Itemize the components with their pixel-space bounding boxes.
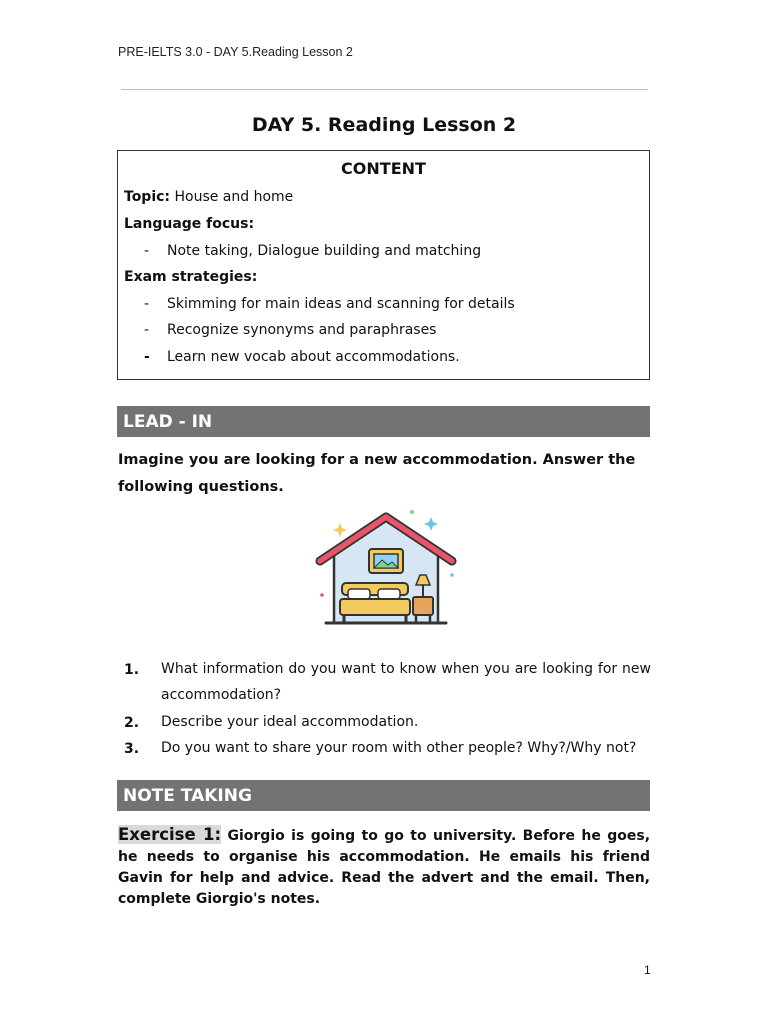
question-text: Do you want to share your room with other people? Why?/Why not? <box>161 740 637 756</box>
question-text: Describe your ideal accommodation. <box>161 714 419 730</box>
header-divider <box>121 89 648 90</box>
bed-frame <box>340 599 410 615</box>
bullet-dash: - <box>144 349 150 365</box>
exam-strategies-label: Exam strategies: <box>124 269 258 285</box>
nightstand <box>413 597 433 615</box>
exam-strategy-item: Skimming for main ideas and scanning for details <box>167 296 515 312</box>
exam-strategy-item: Learn new vocab about accommodations. <box>167 349 460 365</box>
exam-strategy-item: Recognize synonyms and paraphrases <box>167 322 437 338</box>
sparkle-icon <box>424 517 438 531</box>
content-heading: CONTENT <box>341 159 426 178</box>
question-number: 3. <box>124 741 140 757</box>
question-number: 1. <box>124 662 140 678</box>
content-box <box>117 150 650 380</box>
language-focus-label: Language focus: <box>124 216 255 232</box>
sparkle-dot <box>450 573 454 577</box>
lead-in-intro: Imagine you are looking for a new accommodation. Answer the following questions. <box>118 452 636 495</box>
sparkle-dot <box>410 510 414 514</box>
exercise-label: Exercise 1: <box>118 825 222 844</box>
question-number: 2. <box>124 715 140 731</box>
page-number: 1 <box>644 963 651 977</box>
exercise-text: Giorgio is going to go to university. Before he goes, he needs to organise his accommodation. He emails his friend Gavin for help and advice. Read the advert and the email. Then, complete Giorgio's notes. <box>118 828 651 907</box>
bullet-dash: - <box>144 322 150 338</box>
question-text: What information do you want to know when you are looking for new accommodation? <box>161 661 651 703</box>
topic-value: House and home <box>174 189 294 205</box>
topic-line <box>124 189 293 205</box>
sparkle-icon <box>333 523 347 537</box>
exercise-1 <box>118 824 650 910</box>
bullet-dash: - <box>144 296 150 312</box>
topic-label: Topic: <box>124 189 171 205</box>
bullet-dash: - <box>144 243 150 259</box>
note-taking-heading: NOTE TAKING <box>117 780 650 811</box>
sparkle-dot <box>320 593 324 597</box>
page-header: PRE-IELTS 3.0 - DAY 5.Reading Lesson 2 <box>118 45 353 59</box>
house-bedroom-icon <box>312 505 462 633</box>
page-title: DAY 5. Reading Lesson 2 <box>251 114 517 136</box>
language-focus-item: Note taking, Dialogue building and matching <box>167 243 482 259</box>
lead-in-heading: LEAD - IN <box>117 406 650 437</box>
